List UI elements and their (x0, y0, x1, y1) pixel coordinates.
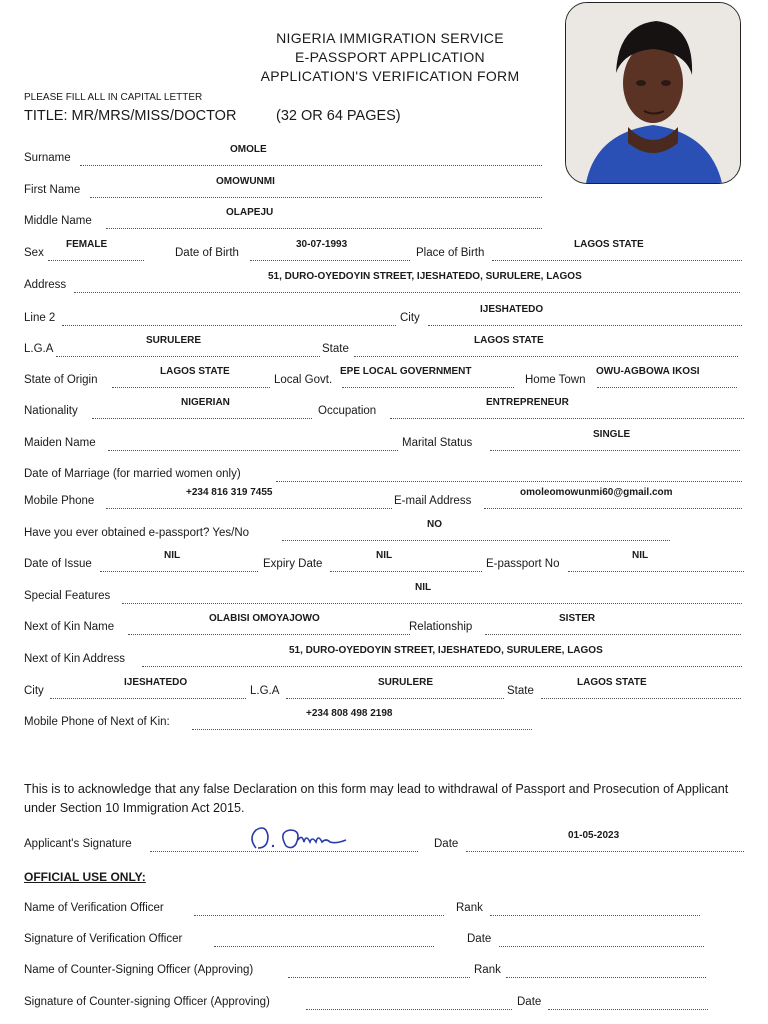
official-row-3 (24, 964, 744, 984)
form-row (24, 144, 744, 172)
middle-name-line[interactable] (106, 228, 542, 229)
nok-lga-line[interactable] (286, 698, 504, 699)
surname-line[interactable] (80, 165, 542, 166)
nok-lga-label: L.G.A (250, 685, 280, 697)
pob-value: LAGOS STATE (574, 239, 644, 250)
form-row (24, 366, 744, 394)
signature-date-value: 01-05-2023 (568, 830, 620, 841)
state-value: LAGOS STATE (474, 335, 544, 346)
form-row (24, 429, 744, 457)
nok-state-label: State (507, 685, 534, 697)
pages-options: (32 OR 64 PAGES) (276, 108, 401, 124)
epassport-no-line[interactable] (568, 571, 744, 572)
nok-city-label: City (24, 685, 44, 697)
home-town-line[interactable] (597, 387, 737, 388)
marital-status-value: SINGLE (593, 429, 631, 440)
city-value: IJESHATEDO (480, 304, 544, 315)
home-town-label: Home Town (525, 374, 586, 386)
form-row (24, 519, 744, 547)
line2-label: Line 2 (24, 312, 56, 324)
home-town-value: OWU-AGBOWA IKOSI (596, 366, 700, 377)
sex-label: Sex (24, 247, 44, 259)
declaration-text: This is to acknowledge that any false Declaration on this form may lead to withdrawal of Passport and Prosecution of Applicant under Section 10 Immigration Act 2015. (24, 782, 729, 815)
form-row (24, 271, 744, 299)
date-label-2: Date (517, 996, 542, 1008)
signature-date-label: Date (434, 838, 459, 850)
state-line[interactable] (354, 356, 738, 357)
special-value: NIL (415, 582, 432, 593)
signature-label: Applicant's Signature (24, 838, 132, 850)
nok-state-value: LAGOS STATE (577, 677, 647, 688)
form-row (24, 304, 744, 332)
nok-city-value: IJESHATEDO (124, 677, 188, 688)
form-row (24, 176, 744, 204)
epassport-q-line[interactable] (282, 540, 670, 541)
date-marriage-line[interactable] (276, 481, 742, 482)
form-row (24, 335, 744, 363)
header-line-1: NIGERIA IMMIGRATION SERVICE (276, 30, 504, 46)
nok-mobile-line[interactable] (192, 729, 532, 730)
date-issue-line[interactable] (100, 571, 258, 572)
form-row (24, 677, 744, 705)
epassport-no-label: E-passport No (486, 558, 560, 570)
nok-mobile-value: +234 808 498 2198 (306, 708, 393, 719)
header-line-3: APPLICATION'S VERIFICATION FORM (260, 68, 520, 84)
mobile-line[interactable] (106, 508, 392, 509)
middle-name-value: OLAPEJU (226, 207, 274, 218)
pob-label: Place of Birth (416, 247, 485, 259)
counter-signing-officer-name-label: Name of Counter-Signing Officer (Approving) (24, 964, 254, 976)
form-row (24, 397, 744, 425)
line2-line[interactable] (62, 325, 396, 326)
mobile-value: +234 816 319 7455 (186, 487, 273, 498)
counter-signing-officer-signature-label: Signature of Counter-signing Officer (Approving) (24, 996, 270, 1008)
date-marriage-label: Date of Marriage (for married women only) (24, 468, 241, 480)
epassport-q-label: Have you ever obtained e-passport? Yes/No (24, 527, 250, 539)
dob-value: 30-07-1993 (296, 239, 348, 250)
nok-address-label: Next of Kin Address (24, 653, 125, 665)
local-govt-label: Local Govt. (274, 374, 333, 386)
dob-line[interactable] (250, 260, 410, 261)
occupation-value: ENTREPRENEUR (486, 397, 569, 408)
rank-label-2: Rank (474, 964, 501, 976)
expiry-line[interactable] (330, 571, 482, 572)
form-row (24, 645, 744, 673)
relationship-label: Relationship (409, 621, 473, 633)
sex-line[interactable] (48, 260, 144, 261)
nationality-label: Nationality (24, 405, 78, 417)
form-row (24, 207, 744, 235)
official-use-heading: OFFICIAL USE ONLY: (24, 870, 146, 884)
epassport-q-value: NO (427, 519, 442, 530)
sex-value: FEMALE (66, 239, 108, 250)
lga-label: L.G.A (24, 343, 54, 355)
verification-officer-name-label: Name of Verification Officer (24, 902, 164, 914)
pob-line[interactable] (492, 260, 742, 261)
nok-lga-value: SURULERE (378, 677, 434, 688)
address-value: 51, DURO-OYEDOYIN STREET, IJESHATEDO, SURULERE, LAGOS (268, 271, 582, 282)
state-origin-label: State of Origin (24, 374, 98, 386)
city-label: City (400, 312, 420, 324)
maiden-name-line[interactable] (108, 450, 398, 451)
occupation-label: Occupation (318, 405, 377, 417)
epassport-no-value: NIL (632, 550, 649, 561)
first-name-line[interactable] (90, 197, 542, 198)
city-line[interactable] (428, 325, 742, 326)
form-row (24, 468, 744, 488)
verification-officer-signature-label: Signature of Verification Officer (24, 933, 183, 945)
official-row-1 (24, 902, 744, 922)
nok-name-value: OLABISI OMOYAJOWO (209, 613, 320, 624)
special-line[interactable] (122, 603, 742, 604)
email-label: E-mail Address (394, 495, 472, 507)
nok-address-value: 51, DURO-OYEDOYIN STREET, IJESHATEDO, SURULERE, LAGOS (289, 645, 603, 656)
mobile-label: Mobile Phone (24, 495, 95, 507)
address-label: Address (24, 279, 67, 291)
applicant-signature (246, 824, 356, 856)
first-name-label: First Name (24, 184, 81, 196)
email-line[interactable] (484, 508, 742, 509)
date-issue-label: Date of Issue (24, 558, 92, 570)
nok-name-line[interactable] (128, 634, 410, 635)
state-origin-value: LAGOS STATE (160, 366, 230, 377)
rank-label-1: Rank (456, 902, 483, 914)
header-line-2: E-PASSPORT APPLICATION (295, 49, 485, 65)
surname-label: Surname (24, 152, 71, 164)
lga-line[interactable] (56, 356, 320, 357)
expiry-label: Expiry Date (263, 558, 323, 570)
form-row (24, 582, 744, 610)
first-name-value: OMOWUNMI (216, 176, 275, 187)
occupation-line[interactable] (390, 418, 744, 419)
local-govt-line[interactable] (342, 387, 514, 388)
form-row (24, 550, 744, 578)
marital-status-label: Marital Status (402, 437, 473, 449)
signature-row (24, 830, 744, 858)
nok-address-line[interactable] (142, 666, 742, 667)
date-label-1: Date (467, 933, 492, 945)
official-row-4 (24, 996, 744, 1016)
nationality-value: NIGERIAN (181, 397, 230, 408)
dob-label: Date of Birth (175, 247, 239, 259)
surname-value: OMOLE (230, 144, 267, 155)
state-origin-line[interactable] (112, 387, 270, 388)
nok-city-line[interactable] (50, 698, 246, 699)
relationship-line[interactable] (485, 634, 741, 635)
form-row (24, 239, 744, 267)
email-value: omoleomowunmi60@gmail.com (520, 487, 673, 498)
capital-letter-instruction: PLEASE FILL ALL IN CAPITAL LETTER (24, 92, 203, 103)
state-label: State (322, 343, 349, 355)
form-row (24, 487, 744, 515)
nok-state-line[interactable] (541, 698, 741, 699)
middle-name-label: Middle Name (24, 215, 92, 227)
nok-mobile-label: Mobile Phone of Next of Kin: (24, 716, 170, 728)
special-label: Special Features (24, 590, 111, 602)
expiry-value: NIL (376, 550, 393, 561)
marital-status-line[interactable] (490, 450, 740, 451)
form-row (24, 613, 744, 641)
maiden-name-label: Maiden Name (24, 437, 96, 449)
address-line[interactable] (74, 292, 740, 293)
relationship-value: SISTER (559, 613, 596, 624)
nationality-line[interactable] (92, 418, 312, 419)
official-row-2 (24, 933, 744, 953)
title-options: TITLE: MR/MRS/MISS/DOCTOR (24, 108, 237, 124)
nok-name-label: Next of Kin Name (24, 621, 115, 633)
lga-value: SURULERE (146, 335, 202, 346)
date-issue-value: NIL (164, 550, 181, 561)
local-govt-value: EPE LOCAL GOVERNMENT (340, 366, 472, 377)
form-row (24, 708, 744, 736)
